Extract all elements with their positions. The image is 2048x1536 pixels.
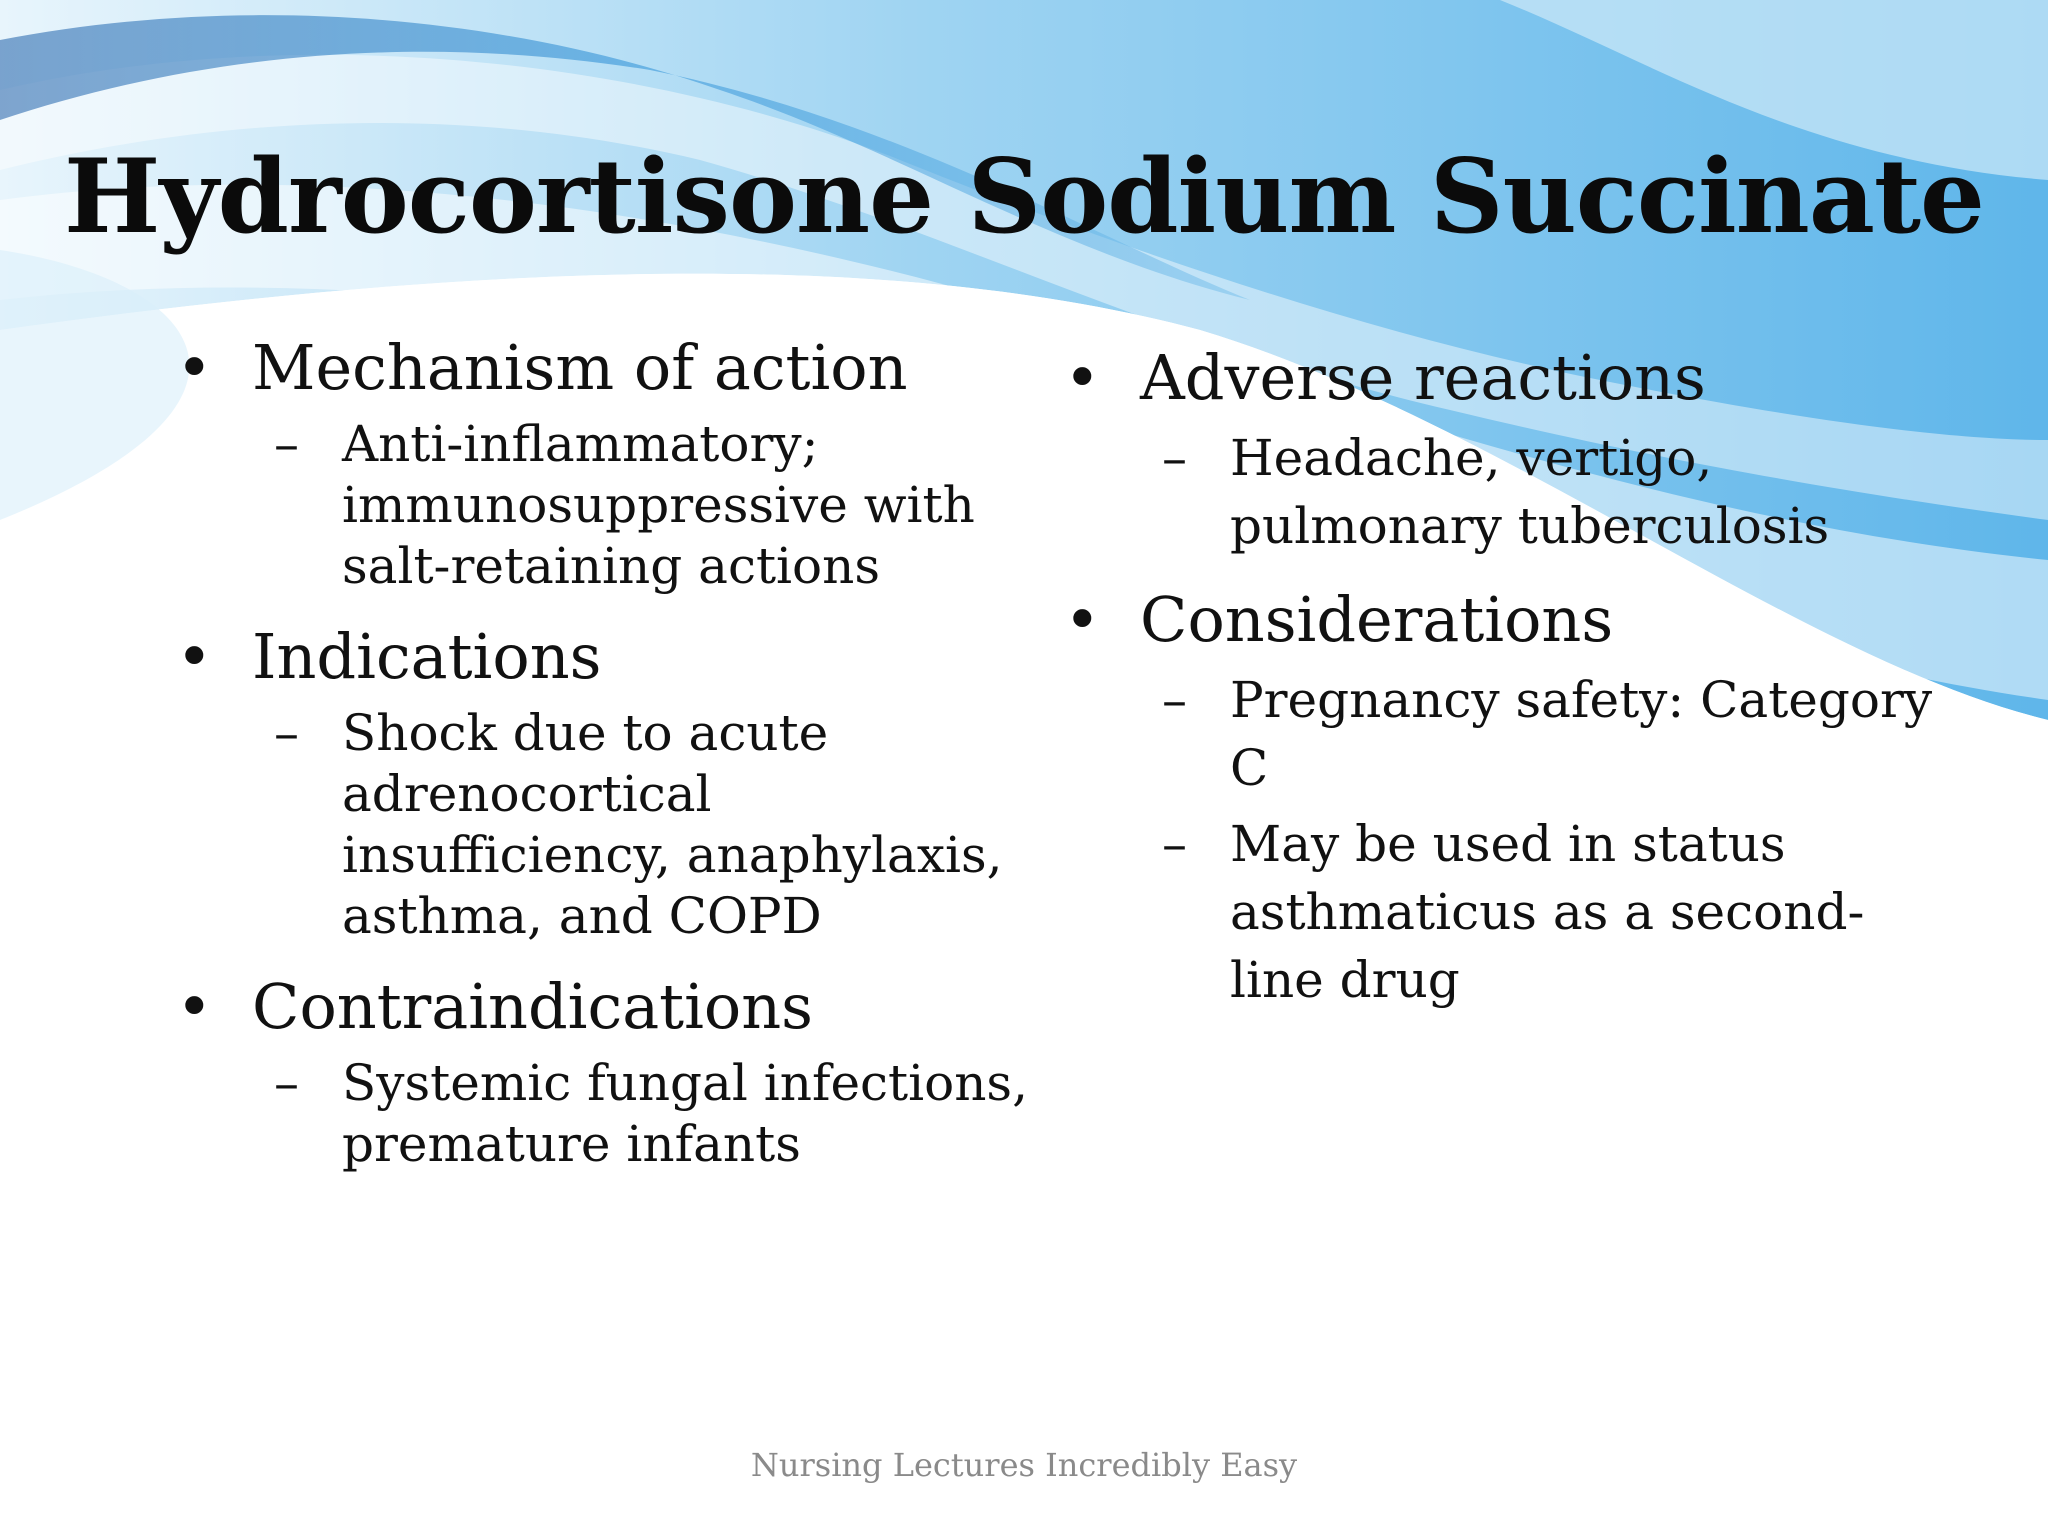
left-column — [168, 330, 1028, 1175]
sub-bullet-text: Shock due to acute adrenocortical insufficiency, anaphylaxis, asthma, and COPD — [342, 704, 1003, 945]
sub-bullet-marker: – — [274, 704, 299, 762]
bullet-marker: • — [176, 970, 213, 1043]
bullet-marker: • — [176, 331, 213, 404]
bullet-heading: Considerations — [1140, 583, 1614, 656]
sub-bullet-marker: – — [1162, 815, 1187, 873]
sub-bullet-marker: – — [274, 415, 299, 473]
bullet-marker: • — [1064, 583, 1101, 656]
slide-title: Hydrocortisone Sodium Succinate — [64, 137, 1984, 257]
sub-bullet-marker: – — [1162, 671, 1187, 729]
sub-bullet-marker: – — [274, 1054, 299, 1112]
bullet-heading: Adverse reactions — [1140, 341, 1706, 414]
bullet-heading: Mechanism of action — [252, 331, 908, 404]
sub-bullet-text: Headache, vertigo, pulmonary tuberculosis — [1230, 429, 1830, 555]
sub-bullet-marker: – — [1162, 429, 1187, 487]
bullet-adverse-reactions — [1056, 340, 1936, 560]
sub-bullet-text: Anti-inflammatory; immunosuppressive with salt-retaining actions — [342, 415, 975, 595]
bullet-indications — [168, 619, 1028, 947]
slide-footer: Nursing Lectures Incredibly Easy — [750, 1446, 1298, 1484]
sub-bullet-text: Pregnancy safety: Category C — [1230, 671, 1933, 797]
bullet-considerations — [1056, 582, 1936, 1014]
bullet-marker: • — [176, 620, 213, 693]
bullet-mechanism — [168, 330, 1028, 597]
bullet-marker: • — [1064, 341, 1101, 414]
bullet-heading: Contraindications — [252, 970, 813, 1043]
right-column — [1056, 340, 1936, 1014]
bullet-contraindications — [168, 969, 1028, 1175]
bullet-heading: Indications — [252, 620, 602, 693]
sub-bullet-text: May be used in status asthmaticus as a second-line drug — [1230, 815, 1865, 1009]
sub-bullet-text: Systemic fungal infections, premature infants — [342, 1054, 1028, 1173]
